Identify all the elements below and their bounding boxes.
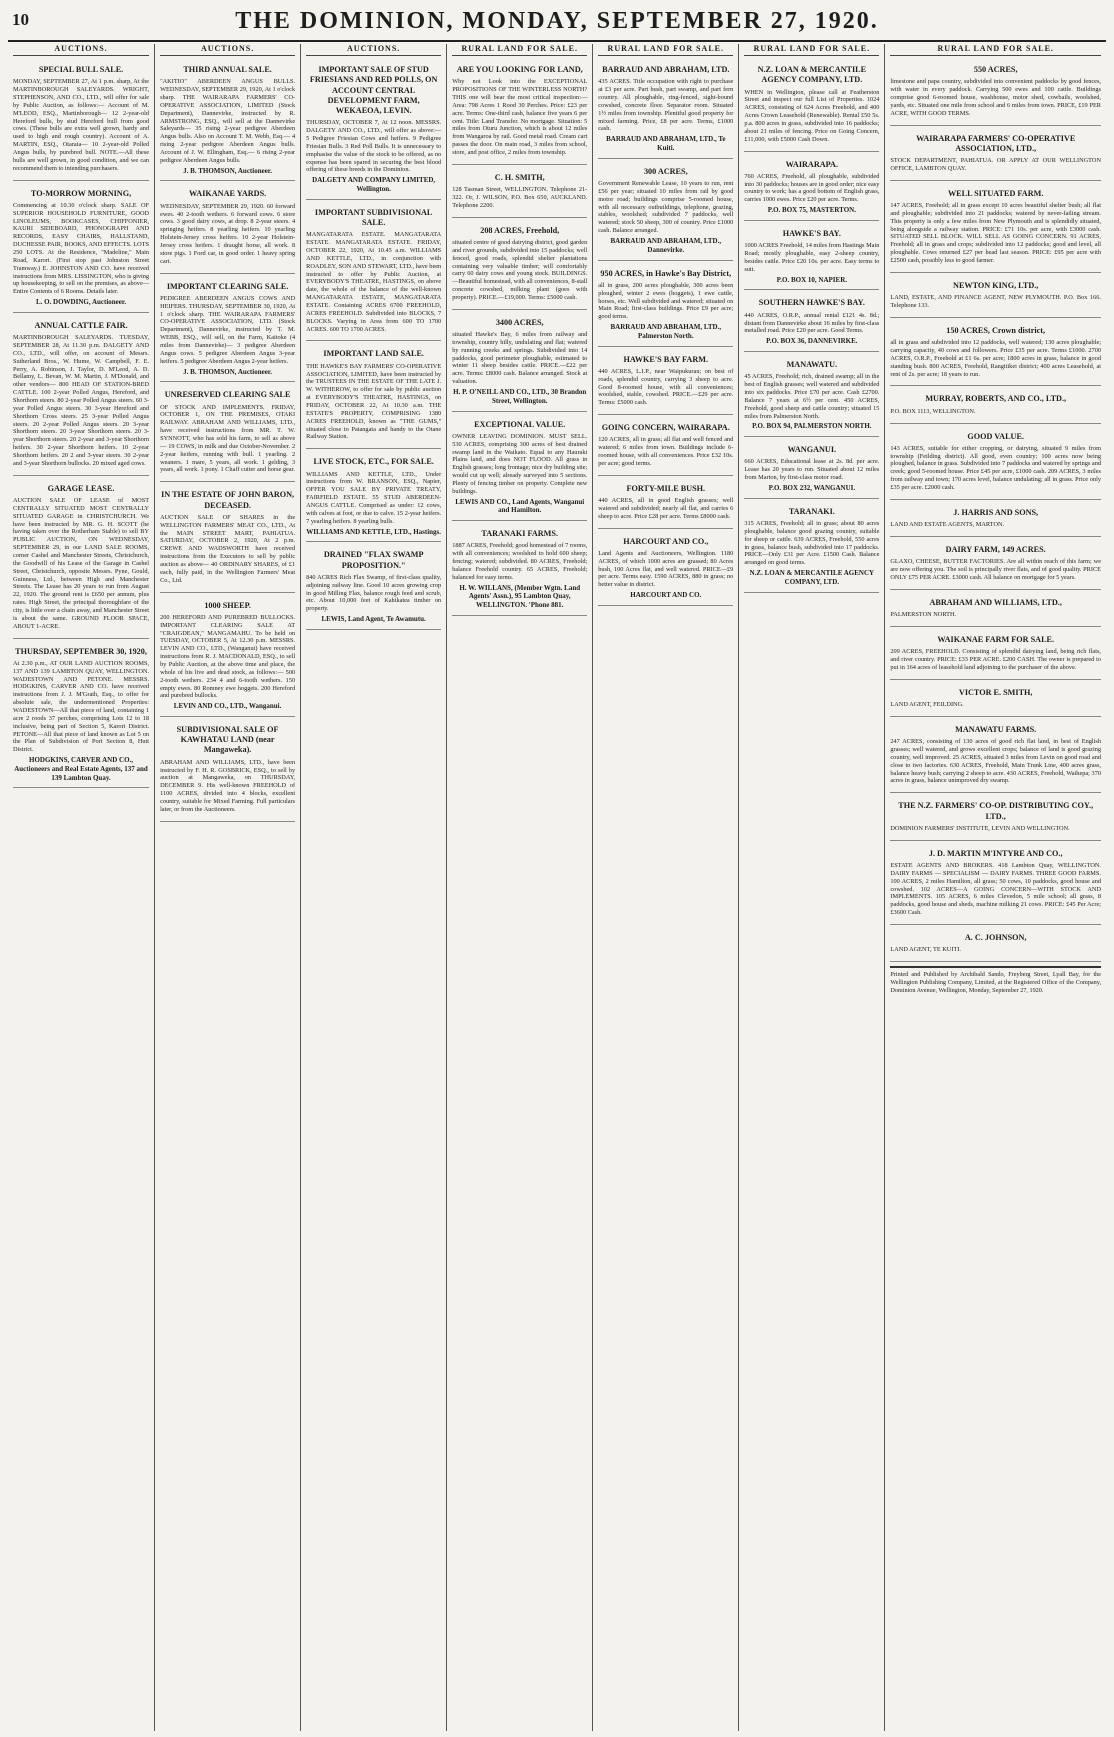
ad-body: ABRAHAM AND WILLIAMS, LTD., have been instructed by F. H. R. GOSBRICK, ESQ., to sell by auction at Mangaweka, on THURSDAY, DECEMBER 9. His well-known FREEHOLD of 1100 ACRES, divided into 4 blocks, excellent country, suitable for Mixed Farming. Full particulars later, or from the Auctioneers. — [160, 758, 296, 813]
ad-title: LIVE STOCK, ETC., FOR SALE. — [313, 457, 434, 467]
column — [8, 44, 154, 1731]
ad-body: STOCK DEPARTMENT, PAHIATUA. OR APPLY AT OUR WELLINGTON OFFICE, LAMBTON QUAY. — [890, 157, 1101, 172]
ad-signature: LEWIS AND CO., Land Agents, Wanganui and Hamilton. — [455, 497, 585, 515]
advertisement — [452, 222, 587, 310]
ad-title: MANAWATU. — [786, 359, 838, 369]
ad-title: FORTY-MILE BUSH. — [626, 483, 706, 493]
advertisement — [160, 386, 295, 482]
ad-body: LAND AND ESTATE AGENTS, MARTON. — [890, 521, 1005, 529]
ad-body: 315 ACRES, Freehold; all in grass; about 80 acres ploughable, balance good grazing country, suitable for sheep or cattle. 639 ACRES, Freehold, 550 acres in grass, balance bush, subdivided into 17 paddocks. PRICE—Only £31 per Acre. £1500 Cash. Balance arranged on good terms. — [744, 519, 880, 567]
column-heading: RURAL LAND FOR SALE. — [744, 44, 879, 56]
advertisement — [598, 61, 733, 159]
ad-body: PEDIGREE ABERDEEN ANGUS COWS AND HEIFERS. THURSDAY, SEPTEMBER 30, 1920, At 1 o'clock sharp. THE WAIRARAPA FARMERS' CO-OPERATIVE ASSOCIATION, LTD. (Stock Department), Dannevirke, instructed by T. M. WEBB, ESQ., will sell, on the Farm, Kaitoke (4 miles from Dannevirke)— 3 pedigree Aberdeen Angus cows. 5 pedigree Aberdeen Angus 3-year heifers. 5 pedigree Aberdeen Angus 2-year heifers. — [160, 294, 296, 365]
ad-body: 128 Tasman Street, WELLINGTON. Telephone 21-322. Or, J. WILSON, P.O. Box 650, AUCKLAND. Telephone 2200. — [452, 186, 588, 209]
advertisement — [744, 294, 879, 352]
advertisement — [13, 643, 149, 789]
ad-body: WILLIAMS AND KETTLE, LTD., Under instructions from W. BRANSON, ESQ., Napier, OFFER YOU SALE BY PRIVATE TREATY, FAIRFIELD ESTATE. 55 STUD ABERDEEN-ANGUS CATTLE. Comprised as under: 12 cows, with calves at foot, or due to calve. 15 2-year heifers. 7 yearling heifers. 8 yearling bulls. — [306, 470, 442, 525]
ad-title: DAIRY FARM, 149 ACRES. — [945, 545, 1046, 555]
advertisement — [306, 453, 441, 542]
ad-signature: H. P. O'NEILL AND CO., LTD., 30 Brandon Street, Wellington. — [453, 388, 587, 405]
masthead — [8, 6, 1106, 42]
ad-title: IMPORTANT SUBDIVISIONAL SALE. — [314, 207, 433, 228]
ad-body: "AKITIO" ABERDEEN ANGUS BULLS. WEDNESDAY, SEPTEMBER 29, 1920, At 1 o'clock sharp. THE WAIRARAPA FARMERS' CO-OPERATIVE ASSOCIATION, LIMITED (Stock Department), Dannevirke, instructed by R. ARMSTRONG, ESQ., will sell at the Dannevirke Saleyards— 35 rising 2-year pedigree Aberdeen Angus bulls. Also on Account T. M. Webb, Esq.— 4 rising 2-year pedigree Aberdeen Angus bulls. Account of J. W. Ellingham, Esq.— 6 rising 2-year pedigree Aberdeen Angus bulls. — [160, 78, 296, 164]
advertisement — [890, 277, 1101, 318]
ad-title: SUBDIVISIONAL SALE OF KAWHATAU LAND (near Mangaweka). — [176, 724, 279, 755]
advertisement — [890, 185, 1101, 273]
advertisement — [598, 265, 733, 347]
ad-signature: J. B. THOMSON, Auctioneer. — [183, 367, 273, 376]
ad-body: situated Hawke's Bay, 6 miles from railway and township, country hilly, undulating and flat; watered by running creeks and springs. Subdivided into 14 paddocks, good perimeter ploughable, estimated to winter 11 sheep besides cattle. PRICE.—£22 per acre. Terms: £8000 cash. Balance arranged. Stock at valuation. — [452, 331, 588, 386]
advertisement — [890, 61, 1101, 126]
ad-body: Land Agents and Auctioneers, Wellington. 1180 ACRES, of which 1000 acres are grassed; 80 Acres bush, 100 Acres flat, and well watered. PRICE—£9 per acre. Terms easy. 1590 ACRES, 880 in grass; no better value in district. — [598, 549, 734, 589]
advertisement — [890, 929, 1101, 962]
advertisement — [598, 419, 733, 476]
ad-title: SPECIAL BULL SALE. — [38, 65, 124, 74]
advertisement — [452, 416, 587, 522]
ad-body: LAND AGENT, FEILDING. — [890, 701, 964, 709]
ad-title: ARE YOU LOOKING FOR LAND, — [456, 65, 583, 74]
ad-body: limestone and papa country, subdivided into convenient paddocks by good fences, with water in every paddock. Carrying 500 ewes and 100 cattle. Buildings comprise good 6-roomed house, washhouse, motor shed, cowbails, woolshed, yards, etc. Situated one mile from school and 6 miles from town. PRICE, £19 PER ACRE, WITH GOOD TERMS. — [890, 78, 1101, 117]
ad-signature: H. W. WILLANS, (Member Wgtn. Land Agents' Assn.), 95 Lambton Quay, WELLINGTON. 'Phone 881. — [459, 583, 581, 610]
ad-title: WAIRARAPA. — [785, 159, 839, 169]
ad-title: ANNUAL CATTLE FAIR. — [34, 320, 128, 330]
ad-body: MANGATARATA ESTATE. MANGATARATA ESTATE. MANGATARATA ESTATE. FRIDAY, OCTOBER 22, 1920, At 10.45 a.m. WILLIAMS AND KETTLE, LTD., in conjunction with ROADLEY, SON AND STEWART, LTD., have been instructed to offer by Public Auction, at EVERYBODY'S THEATRE, HASTINGS, on above date, the whole of the balance of the well-known MANGATARATA ESTATE, MANGATARATA ESTATE. Containing ACRES 6700 FREEHOLD, ACRES FREEHOLD. Subdivided into BLOCKS, 7 BLOCKS. Varying in Area from 600 TO 1700 ACRES. 600 TO 1700 ACRES. — [306, 231, 442, 333]
ad-body: 435 ACRES. Title occupation with right to purchase at £3 per acre. Part bush, part swamp, and part fern country. All ploughable, ring-fenced, sight-bound cowshed, concrete floor. Separator room. Situated 1½ miles from township. Plentiful good property for mixed farming. Price, £8 per acre. Terms, £1000 cash. — [598, 78, 734, 133]
ad-body: 1887 ACRES, Freehold; good homestead of 7 rooms, with all conveniences; woolshed to hold 600 sheep; fencing; watered; subdivided. 80 ACRES, Freehold; balance Freehold country. 65 ACRES, Freehold; balanced for easy terms. — [452, 542, 588, 581]
advertisement — [160, 486, 295, 592]
ad-body: 45 ACRES, Freehold; rich, drained swamp; all in the best of English grasses; well watered and subdivided into six paddocks. Price £70 per acre. Cash £2700. Balance 7 years at 6½ per cent. 450 ACRES, Freehold, good sheep and cattle country; situated 15 miles from Palmerston North. — [744, 373, 880, 420]
publisher-imprint: Printed and Published by Archibald Sando, Freyberg Street, Lyall Bay, for the Wellington Publishing Company, Limited, at the Registered Office of the Company, Dominion Avenue, Wellington, Monday, September 27, 1920. — [890, 966, 1101, 994]
ad-body: 660 ACRES, Educational lease at 2s. 8d. per acre. Lease has 20 years to run. Situated about 12 miles from Marton, by first-class motor road. — [744, 458, 880, 482]
advertisement — [890, 797, 1101, 840]
ad-title: DRAINED "FLAX SWAMP PROPOSITION." — [323, 550, 424, 570]
ad-body: LAND AGENT, TE KUITI. — [890, 946, 961, 954]
advertisement — [890, 845, 1101, 925]
ad-title: 150 ACRES, Crown district, — [946, 325, 1046, 335]
advertisement — [306, 61, 441, 200]
ad-title: 300 ACRES, — [643, 166, 688, 176]
ad-title: 950 ACRES, in Hawke's Bay District, — [600, 268, 732, 278]
ad-body: At 2.30 p.m., AT OUR LAND AUCTION ROOMS, 137 AND 139 LAMBTON QUAY, WELLINGTON. WADESTOWN AND PETONE. MESSRS. HODGKINS, CARVER AND CO. have received instructions from J. J. M'Grath, Esq., to offer for absolute sale, the undermentioned Properties: WADESTOWN—All that piece of land, containing 1 acre 2 roods 37 perches, comprising Lots 12 to 18 inclusive, being part of Section 5, Karori District. PETONE—All that piece of land known as Lot 5 on the Plan of Subdivision of Port Section 8, Hutt District. — [13, 659, 150, 754]
ad-body: all in grass, 200 acres ploughable, 300 acres been ploughed, winter 2 ewes (hoggets), 1 ewe cattle, horses, etc. Well subdivided and watered; situated on Main Road; first-class buildings. Price £9 per acre; good terms. — [598, 281, 734, 321]
ad-body: Why not Look into the EXCEPTIONAL PROPOSITIONS OF THE WINTERLESS NORTH? THIS one will bear the most critical inspection:— Area: 798 Acres 1 Rood 30 Perches. Price: £23 per acre. Terms: One-third cash, balance five years 6 per cent. Title: Land Transfer. No mortgage. Situation: 5 miles from Oturu Junction, which is about 12 miles from Wangaroa by rail. Good metal road. Cream cart passes the door. On main road, 3 miles from school, store, and post office, 2 miles from township. — [452, 78, 588, 156]
ad-signature: BARRAUD AND ABRAHAM, LTD., Palmerston North. — [610, 323, 722, 340]
ad-signature: HARCOURT AND CO. — [630, 591, 702, 600]
advertisement — [452, 314, 587, 412]
ad-title: 3400 ACRES, — [495, 317, 544, 327]
column-heading: RURAL LAND FOR SALE. — [890, 44, 1101, 56]
advertisement — [306, 345, 441, 449]
ad-body: 760 ACRES, Freehold, all ploughable, subdivided into 30 paddocks; houses are in good order; nice easy country to work; has a good bottom of English grass, carries 1000 ewes. Price £20 per acre. Terms. — [744, 172, 880, 204]
ad-title: THURSDAY, SEPTEMBER 30, 1920, — [15, 646, 147, 656]
advertisement — [890, 631, 1101, 680]
ad-title: HARCOURT AND CO., — [623, 536, 709, 546]
advertisement — [160, 61, 295, 181]
ad-title: IMPORTANT LAND SALE. — [323, 349, 424, 359]
advertisement — [598, 480, 733, 529]
ad-body: 143 ACRES, suitable for either cropping, or dairying, situated 9 miles from township (Feilding district). All good, even country; 100 acres now being ploughed, balance in grass. Subdivided into 7 paddocks and watered by springs and creek; good 5-roomed house. Price £45 per acre, £1000 cash. 209 ACRES, 3 miles from railway and town; 170 acres level, balance undulating; all in grass. Price only £35 per acre. £2000 cash. — [890, 444, 1101, 492]
advertisement — [160, 721, 295, 822]
advertisement — [744, 503, 879, 593]
ad-title: N.Z. LOAN & MERCANTILE AGENCY COMPANY, LTD. — [757, 65, 867, 85]
ad-title: A. C. JOHNSON, — [964, 932, 1027, 942]
advertisement — [744, 356, 879, 437]
ad-title: 208 ACRES, Freehold, — [480, 225, 560, 235]
ad-title: THIRD ANNUAL SALE. — [183, 65, 272, 74]
ad-title: TARANAKI. — [788, 506, 835, 516]
ad-title: SOUTHERN HAWKE'S BAY. — [758, 298, 865, 308]
ad-title: TARANAKI FARMS. — [481, 529, 558, 539]
ad-title: UNRESERVED CLEARING SALE — [164, 390, 291, 400]
advertisement — [890, 390, 1101, 423]
ad-signature: DALGETY AND COMPANY LIMITED, Wellington. — [312, 176, 436, 194]
ad-body: DOMINION FARMERS' INSTITUTE, LEVIN AND WELLINGTON. — [890, 824, 1070, 832]
ad-title: GOING CONCERN, WAIRARAPA. — [601, 423, 730, 433]
advertisement — [598, 351, 733, 416]
ad-title: WELL SITUATED FARM. — [947, 188, 1044, 198]
ad-title: 1000 SHEEP. — [204, 600, 251, 610]
advertisement — [452, 169, 587, 218]
ad-body: 840 ACRES Rich Flax Swamp, of first-class quality, adjoining railway line. Good 10 acres growing crop in good Milling Flax, balance rough feed and scrub, etc. About 10,000 feet of Kahikatea timber on property. — [306, 573, 442, 613]
ad-body: PALMERSTON NORTH. — [890, 611, 957, 619]
column — [300, 44, 446, 1731]
ad-body: P.O. BOX 1113, WELLINGTON. — [890, 407, 976, 415]
ad-body: WHEN in Wellington, please call at Featherston Street and inspect our full List of Properties. 1024 ACRES, consisting of 624 Acres Freehold, and 400 Acres Crown Leasehold (Renewable). Rental £50 5s. p.a. 800 acres in grass, subdivided into 16 paddocks; about 21 miles of fencing. Price on Going Concern, £11,000, with £5000 Cash Down. — [744, 88, 880, 143]
column — [738, 44, 884, 1731]
ad-body: 120 ACRES, all in grass; all flat and well fenced and watered; 6 miles from town. Buildings include 6-roomed house, with all conveniences. Price £32 10s. per acre; good terms. — [598, 436, 734, 467]
advertisement — [890, 322, 1101, 387]
ad-body: 247 ACRES, consisting of 130 acres of good rich flat land, in best of English grasses; well watered, and grows excellent crops; balance of land is good grazing country, well improved. 25 ACRES, situated 3 miles from Levin on good road and close to two factories. 630 ACRES, Freehold, Main Trunk Line, 400 acres grass, balance heavy bush; carrying 2 sheep to acre. 430 ACRES, Freehold, Waihepa; 370 acres in grass, balance unimproved dry swamp. — [890, 738, 1101, 785]
advertisement — [744, 441, 879, 499]
advertisement — [13, 185, 149, 313]
ad-body: GLAXO, CHEESE, BUTTER FACTORIES. Are all within reach of this farm; we are now offering you. The soil is principally river flats, and of good quality. PRICE ONLY £75 PER ACRE. £3000 cash. All balance on mortgage for 5 years. — [890, 558, 1101, 581]
ad-title: VICTOR E. SMITH, — [958, 687, 1033, 697]
advertisement — [890, 721, 1101, 793]
advertisement — [13, 480, 149, 639]
advertisement — [13, 61, 149, 181]
ad-title: GOOD VALUE. — [967, 431, 1024, 441]
advertisement — [452, 525, 587, 616]
column-grid — [8, 44, 1106, 1731]
advertisement — [306, 546, 441, 630]
advertisement — [306, 204, 441, 342]
advertisement — [744, 225, 879, 290]
ad-title: J. D. MARTIN M'INTYRE AND CO., — [928, 848, 1063, 858]
ad-title: WAIRARAPA FARMERS' CO-OPERATIVE ASSOCIATION, LTD., — [916, 133, 1076, 153]
advertisement — [890, 684, 1101, 717]
ad-body: 440 ACRES, all in good English grasses; well watered and subdivided; nearly all flat, and carries 6 sheep to acre. Price £28 per acre. Terms £8000 cash. — [598, 497, 734, 520]
ad-title: EXCEPTIONAL VALUE. — [474, 419, 566, 429]
column — [154, 44, 300, 1731]
ad-body: Commencing at 10.30 o'clock sharp. SALE OF SUPERIOR HOUSEHOLD FURNITURE, GOOD LINOLEUMS, BOOKCASES, CHIFFONIER, KAURI SIDEBOARD, PHONOGRAPH AND RECORDS, EASY CHAIRS, HALLSTAND, DUCHESSE PAIR, BOOKS, AND EFFECTS. LOTS 250 LOTS. At the Residence, "Madeline," Main Road, Karori. (First stop past Johnston Street Tramway.) E. JOHNSTON AND CO. have received instructions from MRS. LISSINGTON, who is giving up housekeeping, to sell on the premises, as above— Entire Contents of 6 Rooms. Details later. — [13, 201, 150, 296]
column — [446, 44, 592, 1731]
column-heading: RURAL LAND FOR SALE. — [452, 44, 587, 56]
advertisement — [890, 504, 1101, 537]
ad-body: OWNER LEAVING DOMINION. MUST SELL. 530 ACRES, comprising 300 acres of best drained swamp land in the Waikato. Equal to any Hauraki Plains land, and does NOT FLOOD. All grass in English grasses; long frontage; nice dry building site; would cut up well; already surveyed into 5 sections. Plenty of fencing timber on property. Complete new buildings. — [452, 432, 588, 495]
ad-signature: J. B. THOMSON, Auctioneer. — [183, 166, 273, 175]
ad-body: 147 ACRES, Freehold; all in grass except 10 acres beautiful shelter bush; all flat and ploughable; subdivided into 21 paddocks; watered by never-failing stream. This property is only a few miles from New Plymouth and is splendidly situated, being alongside a railway station. PRICE: £71 10s. per acre, with £3000 cash. SITUATED SELL BLOCK. WILL SELL AS GOING CONCERN. 91 ACRES, Freehold; all in grass and crops; subdivided into 12 paddocks; good and level, all ploughable. Cows returned £27 per head last season. PRICE: £95 per acre with £2500 cash, possibly less to good farmer. — [890, 202, 1101, 265]
ad-body: 1000 ACRES Freehold, 14 miles from Hastings Main Road; mostly ploughable, easy 2-sheep country, besides cattle. Price £20 10s. per acre. Easy terms to suit. — [744, 242, 880, 273]
ad-body: AUCTION SALE OF LEASE of MOST CENTRALLY SITUATED MOST CENTRALLY SITUATED GARAGE in CHRISTCHURCH. We have been instructed by MR. G. H. SCOTT (he having taken over the Rotherham Stable) to sell BY PUBLIC AUCTION, ON WEDNESDAY, SEPTEMBER 29, in our LAND SALE ROOMS, corner Cashel and Manchester Streets, Christchurch, the Goodwill of his Lease of the Garage in Cashel Street, Christchurch, opposite Messrs. Pyne, Gould, Guinness, Ltd., between High and Manchester Streets. The Lease has 20 years to run from August 22, 1920. The ground rent is £650 per annum, plus rates. High Street, the principal thoroughfare of the city, is little over a chain away, and Manchester Street is about the same. GROUND FLOOR SPACE, ABOUT 1-ACRE. — [13, 496, 150, 630]
page-number: 10 — [12, 10, 29, 29]
ad-title: IN THE ESTATE OF JOHN BARON, DECEASED. — [161, 490, 295, 510]
advertisement — [160, 278, 295, 383]
ad-signature: LEVIN AND CO., LTD., Wanganui. — [173, 702, 282, 711]
ad-title: HAWKE'S BAY. — [782, 228, 841, 238]
ad-title: IMPORTANT CLEARING SALE. — [166, 281, 289, 291]
ad-title: C. H. SMITH, — [494, 172, 545, 182]
ad-body: situated centre of good dairying district, good garden and river grounds, subdivided into 15 paddocks; well fenced, good roads, splendid shelter plantations containing very valuable timber; will comfortably carry 60 dairy cows and young stock. BUILDINGS.—Beautiful homestead, with all conveniences, 8-stall concrete cowshed, milking plant (goes with property). PRICE.—£19,000. Terms: £5000 cash. — [452, 238, 588, 301]
advertisement — [890, 130, 1101, 181]
ad-body: AUCTION SALE OF SHARES in the WELLINGTON FARMERS' MEAT CO., LTD., At the MAIN STREET MART, PAHIATUA. SATURDAY, OCTOBER 2, 1920, At 2 p.m. CREWE AND WADSWORTH have received instructions from the Executors to sell by public auction as above— 40 ORDINARY SHARES, of £1 each, fully paid, in the Wellington Farmers' Meat Co., Ltd. — [160, 513, 296, 584]
ad-signature: P.O. BOX 36, DANNEVIRKE. — [766, 337, 858, 346]
column-heading: AUCTIONS. — [306, 44, 441, 56]
advertisement — [160, 185, 295, 273]
column — [884, 44, 1106, 1731]
ad-body: all in grass and subdivided into 12 paddocks, well watered; 130 acres ploughable; carrying capacity, 40 cows and followers. Price £35 per acre. Terms £1000. 2700 ACRES, O.R.P., Freehold at £1 6s. per acre; 1800 acres in grass, balance in good standing bush. 800 ACRES, Freehold, Rangitikei district; 400 acres Leasehold, at rent of 2s. per acre; 18 years to run. — [890, 339, 1101, 378]
ad-title: BARRAUD AND ABRAHAM, LTD. — [602, 65, 730, 74]
ad-title: MURRAY, ROBERTS, AND CO., LTD., — [925, 394, 1067, 404]
advertisement — [890, 594, 1101, 627]
ad-signature: WILLIAMS AND KETTLE, LTD., Hastings. — [306, 527, 442, 536]
ad-signature: P.O. BOX 75, MASTERTON. — [767, 206, 856, 215]
ad-signature: HODGKINS, CARVER AND CO., Auctioneers and Real Estate Agents, 137 and 139 Lambton Quay. — [14, 756, 148, 782]
ad-signature: BARRAUD AND ABRAHAM, LTD., Te Kuiti. — [606, 135, 726, 153]
ad-body: MARTINBOROUGH SALEYARDS. TUESDAY, SEPTEMBER 28, At 11.30 p.m. DALGETY AND CO., LTD., will offer, on account of Messrs. Sutherland Bros., W. Hume, W. Campbell, F. E. Perry, A. Robinson, J. Taylor, D. M'Leod, A. D. Bellamy, L. Bevan, W. M. Martin, J. M'Donald, and other vendors— 800 HEAD OF STATION-BRED CATTLE. 100 2-year Polled Angus, Hereford, and Shorthorn steers. 80 2-year Polled Angus steers. 60 3-year Polled Angus steers. 30 3-year Hereford and Shorthorn Cross steers. 25 3-year Polled Angus steers. 20 2-year Polled Angus steers. 20 3-year Shorthorn steers. 20 3-year Shorthorn steers. 20 3-year Shorthorn steers. 20 2-year and 3-year Shorthorn heifers. 30 2-year Shorthorn heifers. 10 2-year Shorthorn heifers. 20 2 and 3-year steers. 30 2-year and 3-year Shorthorn bullocks. 20 mixed aged cows. — [13, 334, 150, 467]
ad-body: 200 HEREFORD AND PUREBRED BULLOCKS. IMPORTANT CLEARING SALE AT "CRAIGDEAN," MANGAMAHU. To be held on TUESDAY, OCTOBER 5, At 12.30 p.m. MESSRS. LEVIN AND CO., LTD., (Wanganui) have received instructions from R. J. MACDONALD, ESQ., to sell by Public Auction, at the above time and place, the whole of his live and dead stock, as follows:— 500 2-tooth wethers. 234 4 and 6-tooth wethers. 150 empty ewes. 80 Romney ewe hoggets. 200 Hereford and purebred bullocks. — [160, 613, 296, 700]
ad-body: OF STOCK AND IMPLEMENTS. FRIDAY, OCTOBER 1, ON THE PREMISES, OTAKI RAILWAY. ABRAHAM AND WILLIAMS, LTD., have received instructions from MR. T. W. SYNNOTT, who has sold his farm, to sell as above— 19 COWS, in milk and due October-November. 2 2-year heifers, running with bull. 1 yearling. 2 weaners. 1 mare, 5 years, all work. 1 gelding, 3 years, all work. 1 pony. 1 Chaff cutter and horse gear. — [160, 403, 296, 474]
advertisement — [890, 541, 1101, 590]
ad-body: 440 ACRES, O.R.P., annual rental £121 4s. 8d.; distant from Dannevirke about 16 miles by first-class metalled road. Price £20 per acre. Good Terms. — [744, 311, 880, 335]
ad-signature: L. O. DOWDING, Auctioneer. — [35, 298, 127, 307]
ad-signature: P.O. BOX 232, WANGANUI. — [768, 483, 856, 492]
ad-title: THE N.Z. FARMERS' CO-OP. DISTRIBUTING COY., LTD., — [898, 801, 1094, 821]
ad-body: 440 ACRES, L.I.P., near Waipukurau; on best of roads, splendid country, carrying 3 sheep to acre. Good 8-roomed house, with all conveniences; woolshed, stable, cowshed. PRICE.—£29 per acre. Terms: £5000 cash. — [598, 367, 734, 407]
ad-title: NEWTON KING, LTD., — [953, 280, 1039, 290]
ad-body: LAND, ESTATE, AND FINANCE AGENT, NEW PLYMOUTH. P.O. Box 166. Telephone 133. — [890, 294, 1101, 309]
advertisement — [890, 428, 1101, 500]
column-heading: AUCTIONS. — [160, 44, 295, 56]
ad-body: THE HAWKE'S BAY FARMERS' CO-OPERATIVE ASSOCIATION, LIMITED, have been instructed by the TRUSTEES IN THE ESTATE OF THE LATE J. W. WITHEROW, to offer for sale by public auction at EVERYBODY'S THEATRE, HASTINGS, on FRIDAY, OCTOBER 22, At 10.30 a.m. THE ESTATE'S PROPERTY, COMPRISING 1380 ACRES FREEHOLD, known as "THE GUMS," situated close to Patangata and handy to the Otane Railway Station. — [306, 362, 442, 441]
ad-signature: LEWIS, Land Agent, Te Awamutu. — [321, 615, 426, 624]
ad-title: MANAWATU FARMS. — [955, 724, 1037, 734]
advertisement — [744, 61, 879, 152]
advertisement — [744, 156, 879, 221]
advertisement — [13, 317, 149, 476]
column-heading: AUCTIONS. — [13, 44, 149, 56]
ad-title: IMPORTANT SALE OF STUD FRIESIANS AND RED POLLS, ON ACCOUNT CENTRAL DEVELOPMENT FARM, WEKAEOA, LEVIN. — [309, 65, 438, 115]
ad-title: TO-MORROW MORNING, — [30, 188, 132, 198]
newspaper-title: THE DOMINION, MONDAY, SEPTEMBER 27, 1920. — [235, 8, 879, 34]
ad-signature: N.Z. LOAN & MERCANTILE AGENCY COMPANY, LTD. — [749, 569, 875, 586]
ad-body: THURSDAY, OCTOBER 7, At 12 noon. MESSRS. DALGETY AND CO., LTD., will offer as above:— 5 Pedigree Friesian Cows and heifers. 9 Pedigree Friesian Bulls. 3 Red Poll Bulls. It is unnecessary to emphasise the value of the stock to be offered, as no expense has been spared in securing the best blood offering of these breeds in the Dominion. — [306, 119, 442, 174]
ad-title: WANGANUI. — [787, 445, 837, 455]
ad-title: WAIKANAE FARM FOR SALE. — [937, 634, 1055, 644]
advertisement — [598, 533, 733, 606]
advertisement — [160, 597, 295, 717]
ad-signature: BARRAUD AND ABRAHAM, LTD., Dannevirke. — [610, 237, 722, 254]
ad-body: WEDNESDAY, SEPTEMBER 29, 1920. 60 forward ewes. 40 2-tooth wethers. 6 forward cows. 6 store cows. 3 good dairy cows, at drop. 8 2-year steers. 4 springing heifers. 8 yearling heifers. 10 yearling Holstein-Jersey cross heifers. 10 2-year Holstein-Jersey cross heifers. 1 draught horse, all work. 8 store pigs. 1 Ford car, in good order. 1 heavy spring cart. — [160, 202, 296, 265]
ad-title: WAIKANAE YARDS. — [189, 189, 267, 199]
ad-body: 209 ACRES, FREEHOLD. Consisting of splendid dairying land, being rich flats, and river country. PRICE: £33 PER ACRE. £200 CASH. The owner is prepared to put in 164 acres of leasehold land adjoining to the purchaser of the above. — [890, 648, 1101, 671]
column-heading: RURAL LAND FOR SALE. — [598, 44, 733, 56]
ad-title: 550 ACRES, — [973, 65, 1018, 74]
ad-title: HAWKE'S BAY FARM. — [623, 354, 709, 364]
ad-body: ESTATE AGENTS AND BROKERS. 418 Lambton Quay, WELLINGTON. DAIRY FARMS — SPECIALISM — DAIRY FARMS. THREE GOOD FARMS. 100 ACRES, 2 miles Hamilton, all grass; 50 cows, 10 paddocks, good house and cowshed. 102 ACRES—A GOING CONCERN—WITH STOCK AND IMPLEMENTS. 105 ACRES, 6 miles Clevedon, 5 mile school; all grass, 8 paddocks, good house and sheds, machine milking 21 cows. PRICE: £45 Per Acre; £3600 Cash. — [890, 861, 1101, 917]
advertisement — [452, 61, 587, 165]
ad-title: J. HARRIS AND SONS, — [953, 507, 1039, 517]
column — [592, 44, 738, 1731]
ad-title: GARAGE LEASE. — [47, 483, 115, 493]
advertisement — [598, 163, 733, 261]
ad-title: ABRAHAM AND WILLIAMS, LTD., — [929, 597, 1062, 607]
ad-signature: P.O. BOX 94, PALMERSTON NORTH. — [752, 422, 872, 431]
ad-body: Government Renewable Lease, 10 years to run, rent £56 per year; situated 10 miles from rail by good motor road; buildings comprise 5-roomed house, with all necessary outbuildings, telephone, grazing, stables, woolshed; subdivided 7 paddocks, well watered; stock 50 sheep, 300 of country. Price £1000 cash. Balance arranged. — [598, 180, 734, 235]
ad-signature: P.O. BOX 10, NAPIER. — [776, 275, 848, 284]
ad-body: MONDAY, SEPTEMBER 27, At 1 p.m. sharp, At the MARTINBOROUGH SALEYARDS. WRIGHT, STEPHENSON, AND CO., LTD., will offer for sale by Public Auction, as follows:— Account of M. M'LEOD, ESQ., Martinborough— 12 2-year-old Hereford bulls, by stud Hereford bull from good cows. (These bulls are extra well grown, hardy and used to high and rough country). Account of A. MARTIN, ESQ., Otaraia— 10 2-year-old Polled Angus bulls, by purebred bull. NOTE.—All these bulls are well grown, in good condition, and we can recommend them to intending purchasers. — [13, 78, 150, 172]
